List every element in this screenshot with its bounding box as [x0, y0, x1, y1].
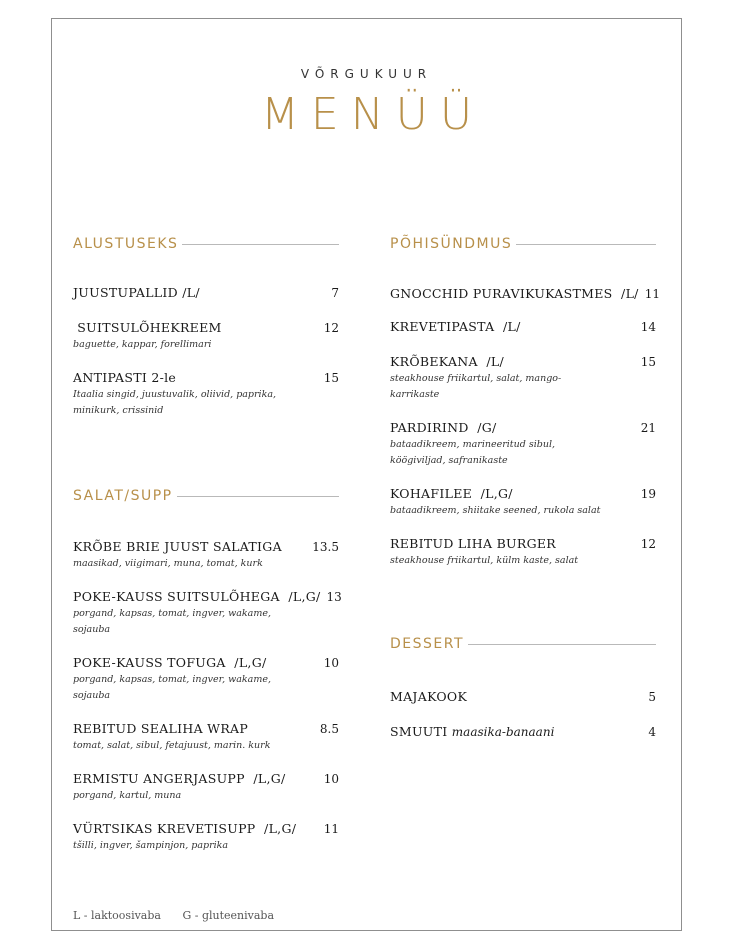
legend-gluten: G - gluteenivaba — [182, 909, 275, 922]
legend-lactose: L - laktoosivaba — [73, 909, 161, 922]
item-price: 11 — [644, 287, 660, 301]
item-name: KREVETIPASTA /L/ — [390, 319, 521, 334]
item-price: 15 — [640, 355, 656, 369]
item-price: 10 — [323, 772, 339, 786]
item-description: tomat, salat, sibul, fetajuust, marin. kurk — [73, 740, 271, 751]
menu-item — [73, 721, 339, 754]
item-description: bataadikreem, marineeritud sibul, köögiviljad, safranikaste — [390, 439, 556, 466]
item-name: REBITUD LIHA BURGER — [390, 536, 557, 551]
item-price: 13.5 — [312, 540, 339, 554]
item-price: 14 — [640, 320, 656, 334]
menu-title: MENÜÜ — [260, 89, 485, 140]
menu-item — [73, 320, 339, 353]
item-name: ERMISTU ANGERJASUPP /L,G/ — [73, 771, 286, 786]
item-name — [390, 724, 554, 739]
item-name: SUITSULÕHEKREEM — [73, 320, 222, 335]
section-divider — [468, 644, 656, 645]
menu-item — [390, 724, 656, 739]
section-divider — [516, 244, 656, 245]
section-title: PÕHISÜNDMUS — [390, 236, 513, 252]
menu-item — [73, 285, 339, 300]
menu-item — [390, 689, 656, 704]
section-dessert — [390, 635, 656, 756]
item-name: MAJAKOOK — [390, 689, 468, 704]
item-price: 19 — [640, 487, 656, 501]
section-divider — [177, 496, 339, 497]
section-title: SALAT/SUPP — [73, 488, 173, 504]
item-price: 10 — [323, 656, 339, 670]
item-name: KRÕBE BRIE JUUST SALATIGA — [73, 539, 282, 554]
item-description: porgand, kapsas, tomat, ingver, wakame, sojauba — [73, 674, 271, 701]
item-description: Itaalia singid, juustuvalik, oliivid, paprika, minikurk, crissinid — [73, 389, 277, 416]
item-name: POKE-KAUSS SUITSULÕHEGA /L,G/ — [73, 589, 321, 604]
item-price: 11 — [323, 822, 339, 836]
item-description: baguette, kappar, forellimari — [73, 339, 212, 350]
menu-item — [390, 354, 656, 403]
item-price: 21 — [640, 421, 656, 435]
menu-item — [73, 370, 339, 419]
menu-item — [73, 539, 339, 572]
item-name: GNOCCHID PURAVIKUKASTMES /L/ — [390, 286, 639, 301]
menu-item — [390, 420, 656, 469]
section-divider — [182, 244, 339, 245]
item-price: 12 — [640, 537, 656, 551]
item-description: steakhouse friikartul, külm kaste, salat — [390, 555, 579, 566]
item-price: 15 — [323, 371, 339, 385]
item-name-flavor: maasika-banaani — [451, 725, 555, 739]
item-price: 7 — [331, 286, 339, 300]
menu-item — [390, 286, 660, 301]
item-name: KRÕBEKANA /L/ — [390, 354, 505, 369]
section-title: DESSERT — [390, 636, 465, 652]
restaurant-brand: VÕRGUKUUR — [300, 67, 433, 81]
item-name: REBITUD SEALIHA WRAP — [73, 721, 249, 736]
item-description: porgand, kapsas, tomat, ingver, wakame, sojauba — [73, 608, 271, 635]
item-name: PARDIRIND /G/ — [390, 420, 497, 435]
item-price: 12 — [323, 321, 339, 335]
section-alustuseks — [73, 235, 339, 436]
item-name-main: SMUUTI — [390, 724, 448, 739]
item-name: ANTIPASTI 2-le — [73, 370, 177, 385]
item-description: porgand, kartul, muna — [73, 790, 182, 801]
item-description: steakhouse friikartul, salat, mango-karrikaste — [390, 373, 562, 400]
menu-item — [390, 486, 656, 519]
item-price: 5 — [648, 690, 656, 704]
allergen-legend — [73, 909, 292, 922]
item-description: bataadikreem, shiitake seened, rukola salat — [390, 505, 601, 516]
section-title: ALUSTUSEKS — [73, 236, 179, 252]
item-price: 13 — [326, 590, 342, 604]
item-name: JUUSTUPALLID /L/ — [73, 285, 200, 300]
item-description: maasikad, viigimari, muna, tomat, kurk — [73, 558, 263, 569]
menu-item — [73, 589, 342, 638]
section-salat-supp — [73, 487, 342, 871]
menu-item — [390, 536, 656, 569]
menu-item — [73, 655, 339, 704]
item-name: KOHAFILEE /L,G/ — [390, 486, 513, 501]
item-name: VÜRTSIKAS KREVETISUPP /L,G/ — [73, 821, 297, 836]
menu-page — [51, 18, 682, 931]
item-price: 4 — [648, 725, 656, 739]
item-name: POKE-KAUSS TOFUGA /L,G/ — [73, 655, 267, 670]
section-pohisundmus — [390, 235, 660, 586]
menu-item — [73, 821, 339, 854]
menu-item — [390, 319, 656, 334]
menu-item — [73, 771, 339, 804]
item-description: tšilli, ingver, šampinjon, paprika — [73, 840, 229, 851]
item-price: 8.5 — [319, 722, 339, 736]
